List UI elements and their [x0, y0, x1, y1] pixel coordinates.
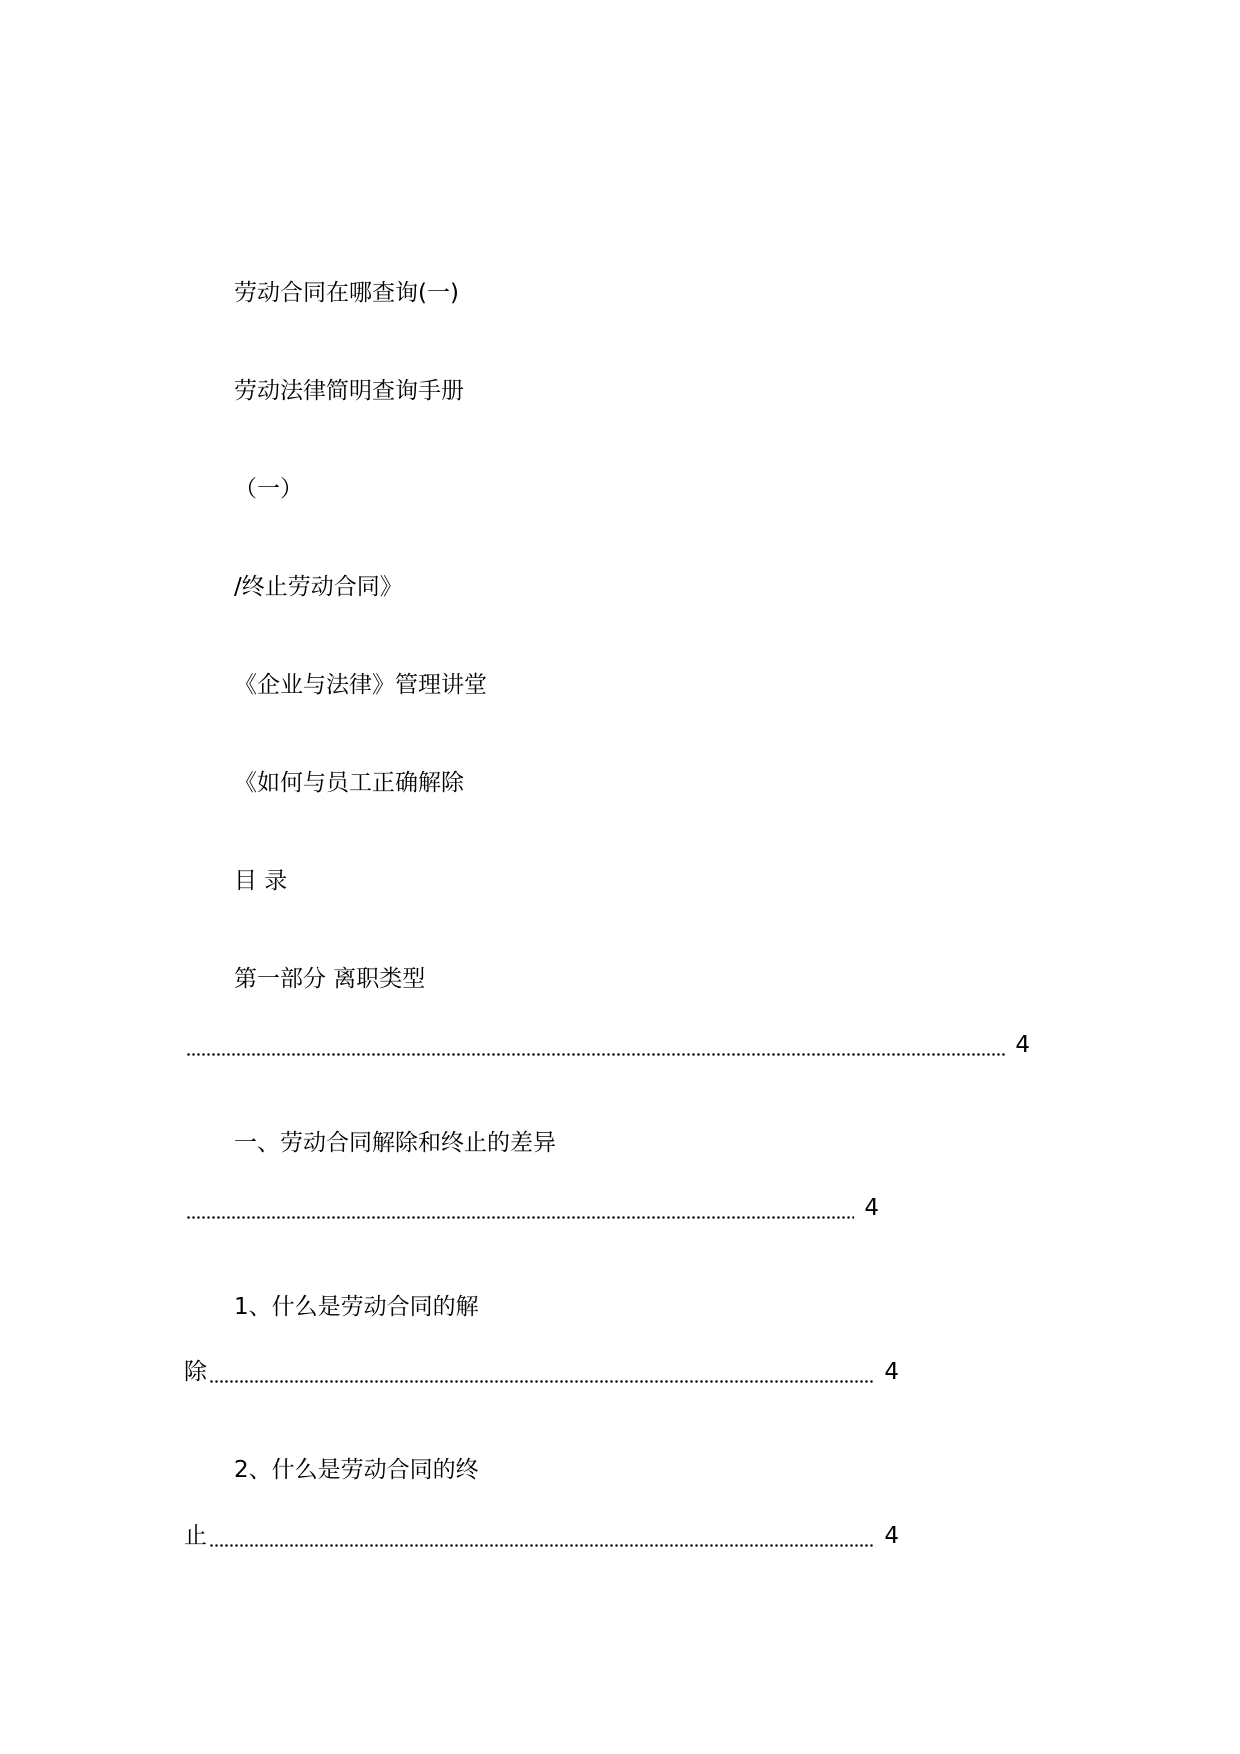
toc-leader-dots: [186, 1193, 854, 1223]
toc-page-number: 4: [864, 1195, 879, 1221]
toc-entry-lead: 止: [184, 1523, 207, 1549]
toc-page-number: 4: [1015, 1032, 1030, 1058]
toc-leader-dots: [209, 1357, 874, 1387]
lecture-series-line: 《企业与法律》管理讲堂: [234, 672, 487, 698]
toc-entry-part-one: [184, 1030, 1030, 1060]
toc-entry-section-one: [184, 1193, 879, 1223]
toc-page-number: 4: [884, 1359, 899, 1385]
subtitle-fragment-line: /终止劳动合同》: [234, 574, 403, 600]
toc-heading: 目 录: [234, 868, 288, 894]
toc-entry-subsection-one: [184, 1357, 899, 1387]
doc-title-line: 劳动合同在哪查询(一): [234, 280, 459, 306]
toc-part-one-heading: 第一部分 离职类型: [234, 966, 426, 992]
toc-leader-dots: [209, 1521, 874, 1551]
toc-subsection-heading: 2、什么是劳动合同的终: [234, 1457, 479, 1483]
toc-leader-dots: [186, 1030, 1005, 1060]
handbook-title-line: 劳动法律简明查询手册: [234, 378, 464, 404]
toc-entry-lead: 除: [184, 1359, 207, 1385]
volume-number-line: （一）: [234, 476, 303, 502]
toc-page-number: 4: [884, 1523, 899, 1549]
toc-entry-subsection-two: [184, 1521, 899, 1551]
subtitle-line: 《如何与员工正确解除: [234, 770, 464, 796]
toc-subsection-heading: 1、什么是劳动合同的解: [234, 1294, 479, 1320]
toc-section-heading: 一、劳动合同解除和终止的差异: [234, 1130, 556, 1156]
